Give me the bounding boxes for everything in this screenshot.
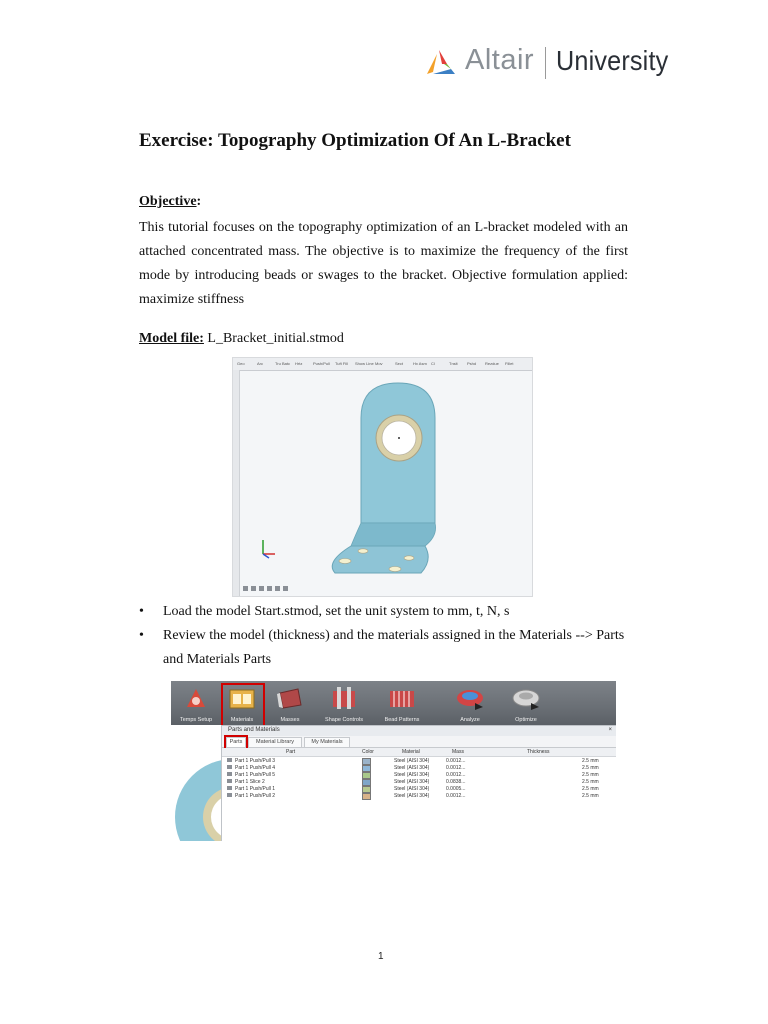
instruction-list (139, 600, 639, 672)
optimize-icon (511, 685, 541, 711)
column-header-thickness[interactable]: Thickness (527, 749, 550, 755)
column-header-part[interactable]: Part (286, 749, 296, 755)
panel-title: Parts and Materials (228, 727, 280, 733)
altair-university-logo (425, 44, 669, 84)
parts-materials-panel (221, 725, 616, 841)
part-icon (227, 793, 232, 797)
table-row[interactable]: Part 1 Push/Pull 2 Steel (AISI 304) 0.0012... 2.5 mm (222, 792, 616, 799)
shape-controls-button[interactable]: Shape Controls (321, 683, 367, 725)
part-icon (227, 758, 232, 762)
bead-patterns-icon (387, 685, 417, 711)
objective-heading (139, 194, 201, 210)
model-file-line (139, 331, 344, 347)
model-view-partial (171, 725, 221, 841)
tab-parts[interactable]: Parts (226, 737, 246, 747)
parts-table-header (222, 748, 616, 757)
table-row[interactable]: Part 1 Push/Pull 5 Steel (AISI 304) 0.0012... 2.5 mm (222, 771, 616, 778)
model-file-name: L_Bracket_initial.stmod (207, 331, 344, 346)
bracket-partial-graphic (171, 725, 221, 841)
tab-material-library[interactable]: Material Library (248, 737, 302, 747)
instruction-item: • Review the model (thickness) and the materials assigned in the Materials --> Parts and Materials Parts (139, 624, 639, 672)
part-icon (227, 786, 232, 790)
masses-icon (275, 685, 305, 711)
logo-division-text: University (556, 45, 669, 76)
analyze-button[interactable]: Analyze (447, 683, 493, 725)
page-title: Exercise: Topography Optimization Of An L-Bracket (139, 130, 571, 151)
part-icon (227, 772, 232, 776)
materials-screenshot (171, 681, 616, 841)
model-file-label: Model file: (139, 331, 204, 346)
bead-patterns-button[interactable]: Bead Patterns (379, 683, 425, 725)
close-icon[interactable]: × (608, 727, 612, 733)
materials-highlight (221, 683, 265, 728)
table-row[interactable]: Part 1 Push/Pull 4 Steel (AISI 304) 0.0012... 2.5 mm (222, 764, 616, 771)
objective-label: Objective (139, 194, 197, 209)
page-number: 1 (378, 951, 384, 962)
part-icon (227, 779, 232, 783)
analyze-icon (455, 685, 485, 711)
table-row[interactable]: Part 1 Push/Pull 3 Steel (AISI 304) 0.0012... 2.5 mm (222, 757, 616, 764)
altair-logo-icon (425, 48, 457, 78)
temps-setup-button[interactable]: Temps Setup (173, 683, 219, 725)
logo-separator (545, 47, 546, 79)
objective-colon: : (196, 194, 202, 209)
model-view-toolbar: Geo Arc Tru Batc Hrtz Push/Pull Tuft Fill Show Line Mov Sect Hx Asm Cl Tnslt Pshd Rezdue Fillet (233, 358, 532, 371)
logo-brand-text: Altair (465, 44, 535, 76)
table-row[interactable]: Part 1 Slice 2 Steel (AISI 304) 0.0838... 2.5 mm (222, 778, 616, 785)
table-row[interactable]: Part 1 Push/Pull 1 Steel (AISI 304) 0.0005... 2.5 mm (222, 785, 616, 792)
column-header-color[interactable]: Color (362, 749, 374, 755)
panel-title-bar (222, 726, 616, 736)
instruction-item: • Load the model Start.stmod, set the unit system to mm, t, N, s (139, 600, 639, 624)
model-screenshot (232, 357, 533, 597)
optimize-button[interactable]: Optimize (503, 683, 549, 725)
temps-setup-icon (181, 685, 211, 711)
l-bracket-model-graphic (233, 358, 532, 596)
materials-button[interactable]: Materials (219, 683, 265, 725)
part-icon (227, 765, 232, 769)
masses-button[interactable]: Masses (267, 683, 313, 725)
tab-my-materials[interactable]: My Materials (304, 737, 350, 747)
column-header-mass[interactable]: Mass (452, 749, 464, 755)
objective-text: This tutorial focuses on the topography optimization of an L-bracket modeled with an attached concentrated mass. The objective is to maximize the frequency of the first mode by introducing beads or swages to the bracket. Objective formulation applied: maximize stiffness (139, 220, 628, 307)
column-header-material[interactable]: Material (402, 749, 420, 755)
shape-controls-icon (329, 685, 359, 711)
ribbon-toolbar (171, 681, 616, 725)
color-swatch[interactable] (362, 793, 371, 800)
panel-tabs (222, 736, 616, 748)
